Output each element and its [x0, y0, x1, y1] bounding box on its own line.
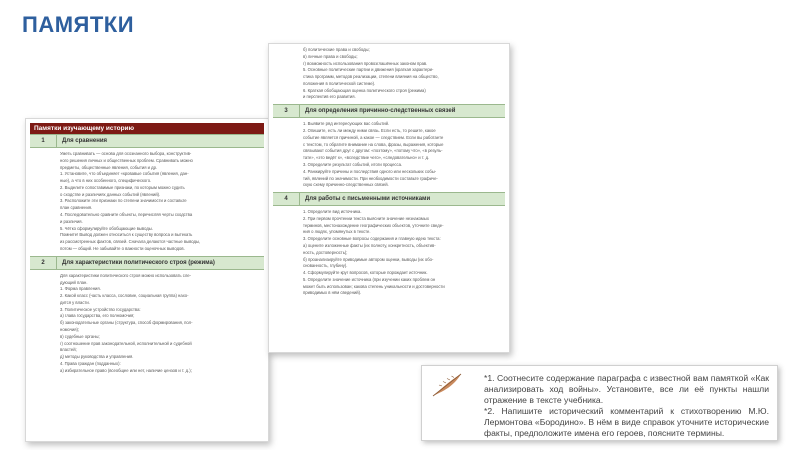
- section-body-political-system: [60, 273, 262, 374]
- text-line: 6. Краткая обобщающая оценка политического строя (режима): [303, 87, 426, 93]
- political-system-continued: [303, 47, 503, 100]
- text-line: 2. Опишите, есть ли между ними связь. Если есть, то решите, какое: [303, 128, 436, 134]
- text-line: б) законодательные органы (структура, способ формирования, пол-: [60, 320, 193, 326]
- text-line: снованность, глубину).: [303, 263, 348, 269]
- text-line: терминов, местонахождение географических объектов, уточните сведе-: [303, 222, 444, 228]
- section-header-causal-links: [273, 104, 505, 118]
- memo-page-left: [25, 118, 269, 442]
- text-line: в) судебные органы;: [60, 333, 100, 339]
- text-line: ность, достоверность);: [303, 249, 348, 255]
- task-text: [484, 373, 769, 439]
- text-line: г) соотношение прав законодательной, исполнительной и судебной: [60, 340, 192, 346]
- text-line: скую схему причинно-следственных связей.: [303, 182, 389, 188]
- text-line: ного решения личных и общественных проблем. Сравнивать можно: [60, 157, 193, 163]
- task-1: *1. Соотнесите содержание параграфа с известной вам памяткой «Как анализировать ход войны». Установите, все ли её пункты нашли отражение в тексте учебника.: [484, 373, 769, 405]
- task-box: [421, 365, 778, 441]
- section-body-comparison: [60, 151, 262, 252]
- text-line: а) оцените изложенные факты (их полноту, конкретность, объектив-: [303, 242, 436, 248]
- memo-page-right: [268, 43, 510, 353]
- text-line: властей;: [60, 347, 77, 353]
- text-line: ные), а что в них особенного, специфического.: [60, 178, 152, 184]
- text-line: тий, явлений по значимости. При необходимости составьте графиче-: [303, 175, 438, 181]
- text-line: положения в политической системе).: [303, 80, 376, 86]
- text-line: дующий план.: [60, 279, 88, 285]
- section-number: 4: [273, 193, 300, 205]
- text-line: тате», «это ведёт к», «вследствие чего», «следовательно» и т. д.: [303, 155, 430, 161]
- text-line: о сходстве и различиях данных событий (явлений).: [60, 191, 161, 197]
- text-line: 3. Политическое устройство государства:: [60, 306, 141, 312]
- task-2: *2. Напишите исторический комментарий к стихотворению М.Ю. Лермонтова «Бородино». В нём в виде справок уточните исторические факты, предположите имена его героев, поясните термины.: [484, 406, 769, 438]
- section-header-comparison: [30, 134, 264, 148]
- section-title: Для сравнения: [62, 138, 108, 144]
- text-line: связывают события друг с другом: «поэтому», «потому что», «в резуль-: [303, 148, 443, 154]
- text-line: ния о людях, упомянутых в тексте.: [303, 229, 371, 235]
- section-title: Для характеристики политического строя (режима): [62, 259, 215, 266]
- text-line: г) возможность использования провозглашённых законом прав.: [303, 60, 428, 66]
- text-line: б) политические права и свободы;: [303, 47, 370, 52]
- text-line: с текстом, то обратите внимание на слова, фразы, выражения, которые: [303, 141, 444, 147]
- text-line: 3. Определите основные вопросы содержания и главную идею текста:: [303, 236, 441, 242]
- section-number: 1: [30, 135, 57, 147]
- text-line: а) глава государства, его полномочия;: [60, 313, 135, 319]
- text-line: 1. Выявите ряд интересующих вас событий.: [303, 121, 390, 127]
- text-line: 1. Определите вид источника.: [303, 209, 362, 215]
- section-number: 2: [30, 257, 57, 269]
- text-line: Помните! Вывод должен относиться к существу вопроса и вытекать: [60, 232, 193, 238]
- text-line: событие является причиной, а какое — следствием. Если вы работаете: [303, 134, 444, 140]
- text-line: стика программ, методов реализации, степени влияния на общество,: [303, 74, 439, 80]
- text-line: д) методы руководства и управления.: [60, 354, 134, 360]
- text-line: Уметь сравнивать — основа для осознанного выбора, конструктив-: [60, 151, 192, 156]
- text-line: 1. Форма правления.: [60, 286, 101, 292]
- section-header-written-sources: [273, 192, 505, 206]
- section-body-written-sources: [303, 209, 503, 296]
- text-line: 4. Права граждан (подданных):: [60, 360, 121, 366]
- text-line: 2. Какой класс (часть класса, сословие, социальная группа) нахо-: [60, 293, 189, 299]
- section-number: 3: [273, 105, 300, 117]
- text-line: 3. Определите результат событий, итоги процесса.: [303, 161, 403, 167]
- text-line: 5. Основные политические партии и движения (краткая характери-: [303, 67, 434, 73]
- text-line: 4. Ранжируйте причины и последствия одного или нескольких собы-: [303, 168, 437, 174]
- text-line: 5. Определите значение источника (при изучении каких проблем он: [303, 276, 436, 282]
- text-line: 3. Расположите эти признаки по степени значимости и составьте: [60, 198, 187, 204]
- text-line: потом — общий. Не забывайте о важности оценочных выводов.: [60, 245, 185, 251]
- text-line: дится у власти.: [60, 299, 90, 305]
- text-line: 4. Сформулируйте круг вопросов, которые порождает источник.: [303, 270, 428, 276]
- text-line: 2. При первом прочтении текста выясните значение незнакомых: [303, 215, 429, 221]
- text-line: 5. Чётко сформулируйте обобщающие выводы.: [60, 225, 153, 231]
- text-line: план сравнения.: [60, 205, 93, 211]
- text-line: в) личные права и свободы;: [303, 53, 358, 59]
- text-line: 1. Установите, что объединяет «кровавые события (явления, дан-: [60, 171, 189, 177]
- text-line: номочия);: [60, 326, 80, 332]
- section-title: Для определения причинно-следственных связей: [305, 108, 456, 115]
- text-line: Для характеристики политического строя можно использовать сле-: [60, 272, 192, 278]
- text-line: из рассмотренных фактов, связей. Сначала делаются частные выводы,: [60, 239, 201, 245]
- feather-quill-icon: [430, 372, 464, 398]
- text-line: может быть использован; какова степень уникальности и достоверности: [303, 283, 445, 289]
- text-line: приводимых в нём сведений).: [303, 290, 362, 296]
- text-line: 2. Выделите сопоставимые признаки, по которым можно судить: [60, 184, 185, 190]
- text-line: предметы, общественные явления, события и др.: [60, 164, 158, 170]
- memo-table-header: Памятки изучающему историю: [30, 123, 264, 134]
- slide-title: ПАМЯТКИ: [22, 12, 135, 37]
- section-header-political-system: [30, 256, 264, 270]
- text-line: а) избирательное право (всеобщее или нет, наличие цензов и т. д.);: [60, 367, 192, 373]
- text-line: 4. Последовательно сравните объекты, перечисляя черты сходства: [60, 212, 193, 218]
- text-line: и перспектив его развития.: [303, 94, 356, 100]
- text-line: б) проанализируйте приводимые автором оценки, выводы (их обо-: [303, 256, 434, 262]
- section-body-causal-links: [303, 121, 503, 188]
- text-line: и различия.: [60, 218, 83, 224]
- section-title: Для работы с письменными источниками: [305, 196, 431, 203]
